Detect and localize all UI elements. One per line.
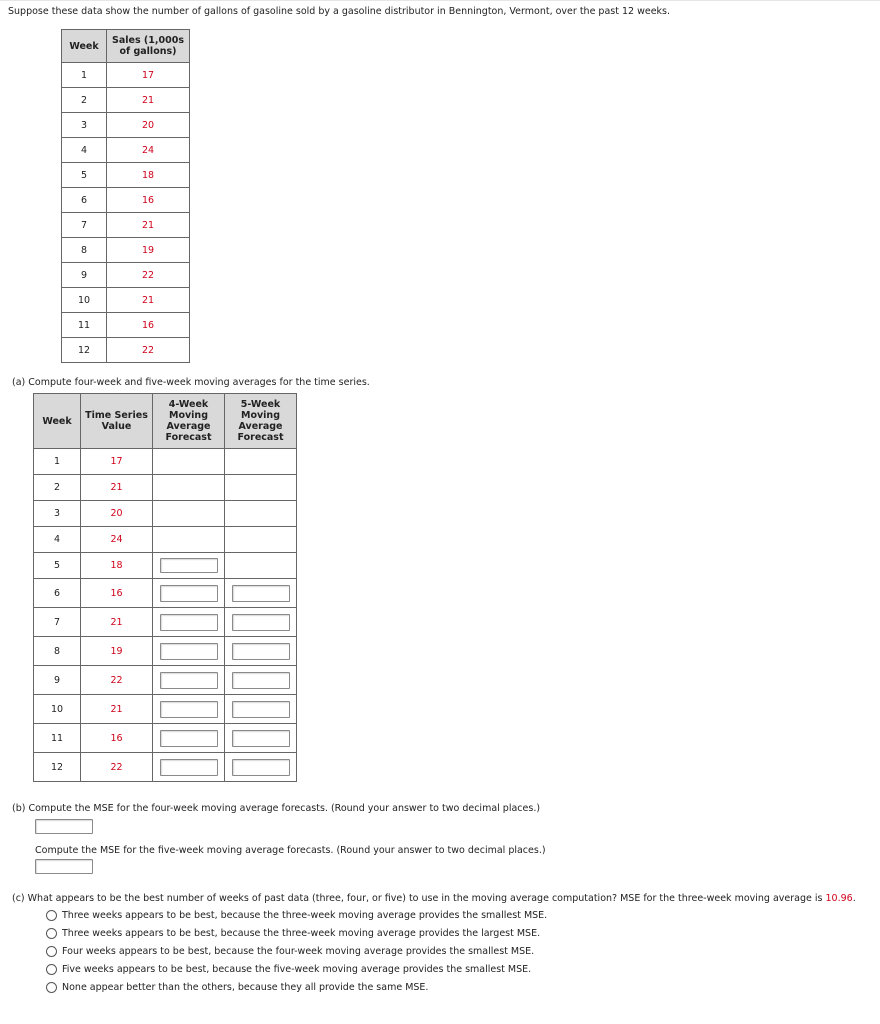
- four-week-forecast-input[interactable]: [160, 759, 218, 776]
- five-week-forecast-header-line-2: Moving: [241, 410, 280, 421]
- part-c-prompt: [12, 893, 856, 904]
- table-row: [34, 501, 297, 527]
- radio-button[interactable]: [46, 982, 57, 993]
- sales-cell: 22: [107, 263, 190, 288]
- table-row: [62, 188, 190, 213]
- four-week-forecast-header-line-1: 4-Week: [168, 399, 209, 410]
- week-cell: 2: [62, 88, 107, 113]
- radio-button[interactable]: [46, 946, 57, 957]
- time-series-value-cell: 16: [81, 724, 153, 753]
- five-week-forecast-cell: [225, 501, 297, 527]
- five-week-forecast-input[interactable]: [232, 701, 290, 718]
- four-week-forecast-input[interactable]: [160, 585, 218, 602]
- time-series-value-cell: 21: [81, 475, 153, 501]
- mse-five-week-input[interactable]: [35, 859, 93, 874]
- five-week-forecast-cell: [225, 608, 297, 637]
- sales-data-table: [61, 29, 190, 363]
- part-b-prompt: (b) Compute the MSE for the four-week moving average forecasts. (Round your answer to two decimal places.): [12, 803, 541, 814]
- week-cell: 12: [62, 338, 107, 363]
- four-week-forecast-cell: [153, 501, 225, 527]
- sales-cell: 16: [107, 313, 190, 338]
- five-week-forecast-cell: [225, 753, 297, 782]
- mse-four-week-input[interactable]: [35, 819, 93, 834]
- five-week-forecast-cell: [225, 637, 297, 666]
- radio-button[interactable]: [46, 910, 57, 921]
- four-week-forecast-cell: [153, 449, 225, 475]
- time-series-value-header: [81, 394, 153, 449]
- top-divider: [0, 0, 880, 1]
- week-cell: 11: [62, 313, 107, 338]
- four-week-forecast-cell: [153, 724, 225, 753]
- sales-column-header: [107, 30, 190, 63]
- five-week-forecast-cell: [225, 527, 297, 553]
- week-cell: 7: [34, 608, 81, 637]
- time-series-value-cell: 24: [81, 527, 153, 553]
- time-series-value-header-line-2: Value: [101, 421, 132, 432]
- sales-cell: 20: [107, 113, 190, 138]
- time-series-value-header-line-1: Time Series: [85, 410, 148, 421]
- table-row: [34, 695, 297, 724]
- five-week-forecast-input[interactable]: [232, 614, 290, 631]
- table-row: [62, 263, 190, 288]
- answer-option[interactable]: [46, 928, 540, 939]
- four-week-forecast-header-line-2: Moving: [169, 410, 208, 421]
- mse-three-week-value: 10.96: [825, 893, 853, 904]
- four-week-forecast-input[interactable]: [160, 730, 218, 747]
- five-week-forecast-cell: [225, 449, 297, 475]
- week-cell: 9: [34, 666, 81, 695]
- week-column-header: Week: [62, 30, 107, 63]
- five-week-forecast-cell: [225, 475, 297, 501]
- table-row: [62, 63, 190, 88]
- time-series-value-cell: 20: [81, 501, 153, 527]
- week-cell: 4: [34, 527, 81, 553]
- table-row: [34, 724, 297, 753]
- answer-option-label: Four weeks appears to be best, because the four-week moving average provides the smallest MSE.: [62, 946, 535, 957]
- table-row: [62, 213, 190, 238]
- table-row: [62, 113, 190, 138]
- four-week-forecast-input[interactable]: [160, 701, 218, 718]
- table-row: [62, 338, 190, 363]
- sales-cell: 16: [107, 188, 190, 213]
- answer-option[interactable]: [46, 910, 547, 921]
- five-week-forecast-cell: [225, 579, 297, 608]
- four-week-forecast-header-line-4: Forecast: [165, 432, 212, 443]
- sales-cell: 18: [107, 163, 190, 188]
- four-week-forecast-header: [153, 394, 225, 449]
- five-week-forecast-input[interactable]: [232, 585, 290, 602]
- week-cell: 6: [62, 188, 107, 213]
- table-row: [62, 138, 190, 163]
- four-week-forecast-cell: [153, 608, 225, 637]
- week-cell: 12: [34, 753, 81, 782]
- five-week-forecast-input[interactable]: [232, 759, 290, 776]
- time-series-value-cell: 22: [81, 753, 153, 782]
- week-cell: 8: [62, 238, 107, 263]
- part-c-question-end: .: [852, 893, 856, 904]
- week-cell: 8: [34, 637, 81, 666]
- week-cell: 11: [34, 724, 81, 753]
- week-cell: 4: [62, 138, 107, 163]
- five-week-forecast-cell: [225, 666, 297, 695]
- sales-cell: 24: [107, 138, 190, 163]
- week-column-header: Week: [34, 394, 81, 449]
- four-week-forecast-cell: [153, 637, 225, 666]
- week-cell: 10: [34, 695, 81, 724]
- answer-option-label: Three weeks appears to be best, because the three-week moving average provides the largest MSE.: [62, 928, 541, 939]
- four-week-forecast-cell: [153, 753, 225, 782]
- five-week-forecast-header: [225, 394, 297, 449]
- table-row: [34, 579, 297, 608]
- sales-header-line-2: of gallons): [119, 46, 177, 57]
- sales-cell: 21: [107, 213, 190, 238]
- answer-option[interactable]: [46, 982, 428, 993]
- table-row: [34, 553, 297, 579]
- time-series-value-cell: 21: [81, 695, 153, 724]
- week-cell: 1: [34, 449, 81, 475]
- week-cell: 5: [34, 553, 81, 579]
- week-cell: 3: [62, 113, 107, 138]
- four-week-forecast-input[interactable]: [160, 614, 218, 631]
- time-series-value-cell: 17: [81, 449, 153, 475]
- four-week-forecast-input[interactable]: [160, 558, 218, 573]
- answer-option[interactable]: [46, 964, 531, 975]
- four-week-forecast-input[interactable]: [160, 672, 218, 689]
- week-cell: 9: [62, 263, 107, 288]
- sales-header-line-1: Sales (1,000s: [112, 35, 184, 46]
- five-week-forecast-input[interactable]: [232, 643, 290, 660]
- four-week-forecast-cell: [153, 553, 225, 579]
- table-row: [62, 238, 190, 263]
- five-week-forecast-input[interactable]: [232, 730, 290, 747]
- time-series-value-cell: 19: [81, 637, 153, 666]
- answer-option-label: Five weeks appears to be best, because the five-week moving average provides the smallest MSE.: [62, 964, 532, 975]
- table-row: [34, 449, 297, 475]
- table-row: [62, 288, 190, 313]
- week-cell: 10: [62, 288, 107, 313]
- five-week-forecast-cell: [225, 695, 297, 724]
- four-week-forecast-cell: [153, 695, 225, 724]
- time-series-value-cell: 18: [81, 553, 153, 579]
- time-series-value-cell: 22: [81, 666, 153, 695]
- week-cell: 2: [34, 475, 81, 501]
- four-week-forecast-cell: [153, 666, 225, 695]
- table-row: [34, 637, 297, 666]
- four-week-forecast-cell: [153, 475, 225, 501]
- radio-button[interactable]: [46, 964, 57, 975]
- week-cell: 5: [62, 163, 107, 188]
- time-series-value-cell: 16: [81, 579, 153, 608]
- four-week-forecast-input[interactable]: [160, 643, 218, 660]
- table-row: [62, 163, 190, 188]
- five-week-forecast-header-line-3: Average: [238, 421, 283, 432]
- sales-cell: 22: [107, 338, 190, 363]
- week-cell: 1: [62, 63, 107, 88]
- five-week-forecast-cell: [225, 724, 297, 753]
- table-row: [34, 666, 297, 695]
- part-c-question: (c) What appears to be the best number of weeks of past data (three, four, or five) to use in the moving average computation? MSE for the three-week moving average is: [12, 893, 826, 904]
- sales-cell: 21: [107, 88, 190, 113]
- five-week-forecast-header-line-1: 5-Week: [240, 399, 281, 410]
- table-row: [62, 313, 190, 338]
- problem-intro: Suppose these data show the number of gallons of gasoline sold by a gasoline distributor in Bennington, Vermont, over the past 12 weeks.: [8, 6, 671, 17]
- four-week-forecast-cell: [153, 527, 225, 553]
- sales-cell: 21: [107, 288, 190, 313]
- table-row: [62, 88, 190, 113]
- answer-option[interactable]: [46, 946, 534, 957]
- four-week-forecast-header-line-3: Average: [166, 421, 211, 432]
- five-week-forecast-header-line-4: Forecast: [237, 432, 284, 443]
- table-row: [34, 608, 297, 637]
- moving-average-table: [33, 393, 297, 782]
- part-b-prompt-five-week: Compute the MSE for the five-week moving average forecasts. (Round your answer to two decimal places.): [35, 845, 546, 856]
- table-row: [34, 475, 297, 501]
- week-cell: 6: [34, 579, 81, 608]
- week-cell: 3: [34, 501, 81, 527]
- five-week-forecast-cell: [225, 553, 297, 579]
- answer-option-label: None appear better than the others, because they all provide the same MSE.: [62, 982, 429, 993]
- sales-cell: 17: [107, 63, 190, 88]
- week-cell: 7: [62, 213, 107, 238]
- table-row: [34, 527, 297, 553]
- sales-cell: 19: [107, 238, 190, 263]
- four-week-forecast-cell: [153, 579, 225, 608]
- answer-option-label: Three weeks appears to be best, because the three-week moving average provides the smallest MSE.: [62, 910, 548, 921]
- five-week-forecast-input[interactable]: [232, 672, 290, 689]
- part-a-prompt: (a) Compute four-week and five-week moving averages for the time series.: [12, 377, 370, 388]
- radio-button[interactable]: [46, 928, 57, 939]
- table-row: [34, 753, 297, 782]
- time-series-value-cell: 21: [81, 608, 153, 637]
